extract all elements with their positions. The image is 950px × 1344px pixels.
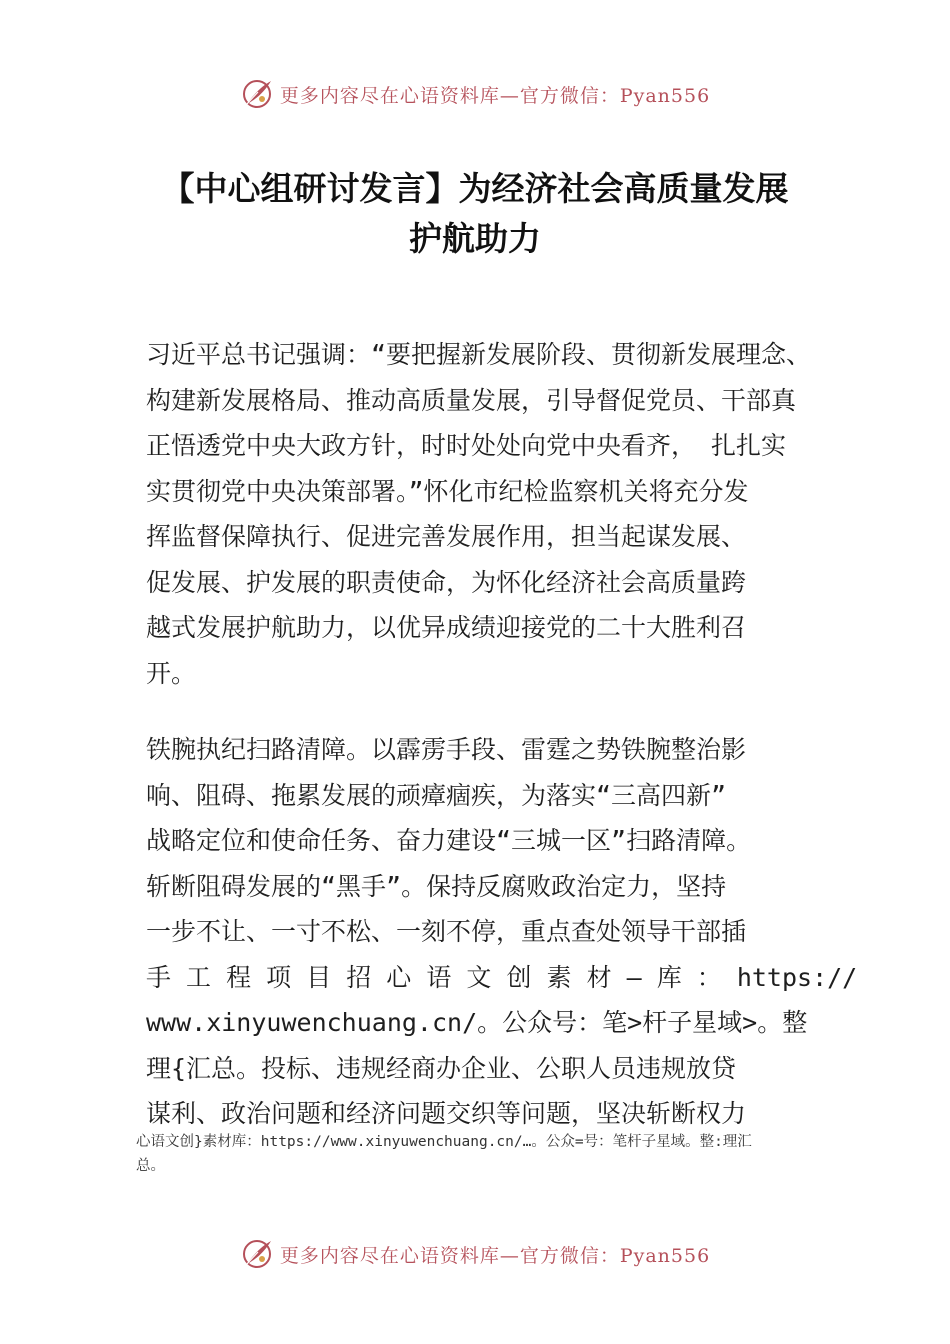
footer-banner-text: 更多内容尽在心语资料库—官方微信：Pyan556 [279, 1244, 711, 1267]
header-banner [0, 72, 950, 116]
paragraph-line: 战略定位和使命任务、奋力建设“三城一区”扫路清障。 [146, 826, 752, 855]
paragraph-line: 促发展、护发展的职责使命，为怀化经济社会高质量跨 [146, 567, 747, 597]
paragraph-line: 手 工 程 项 目 招 心 语 文 创 素 材 — 库 ： https:// [146, 962, 858, 992]
paragraph-line: 谋利、政治问题和经济问题交织等问题，坚决斩断权力 [146, 1099, 747, 1128]
feather-quill-logo-icon [240, 77, 274, 111]
title-line-1: 【中心组研讨发言】为经济社会高质量发展 [161, 169, 789, 208]
paragraph-line: 响、阻碍、拖累发展的顽瘴痼疾，为落实“三高四新” [146, 780, 727, 810]
paragraph-discipline [146, 727, 858, 1137]
document-title [80, 164, 870, 264]
footnote-line-2: 总。 [136, 1158, 165, 1174]
paragraph-line: 越式发展护航助力，以优异成绩迎接党的二十大胜利召 [146, 613, 747, 642]
paragraph-line: www.xinyuwenchuang.cn/。公众号：笔>杆子星域>。整 [146, 1008, 808, 1037]
paragraph-line: 理{汇总。投标、违规经商办企业、公职人员违规放贷 [146, 1053, 737, 1083]
header-banner-text: 更多内容尽在心语资料库—官方微信：Pyan556 [279, 84, 711, 107]
paragraph-line: 一步不让、一寸不松、一刻不停，重点查处领导干部插 [146, 917, 747, 946]
paragraph-line: 斩断阻碍发展的“黑手”。保持反腐败政治定力，坚持 [146, 871, 727, 901]
paragraph-line: 构建新发展格局、推动高质量发展，引导督促党员、干部真 [146, 385, 797, 415]
paragraph-line: 开。 [146, 658, 197, 688]
paragraph-line: 习近平总书记强调：“要把握新发展阶段、贯彻新发展理念、 [146, 340, 812, 369]
paragraph-intro [146, 332, 826, 696]
paragraph-line: 正悟透党中央大政方针，时时处处向党中央看齐， 扎扎实 [146, 431, 787, 460]
feather-quill-logo-icon [240, 1237, 274, 1271]
paragraph-line: 挥监督保障执行、促进完善发展作用，担当起谋发展、 [146, 522, 747, 551]
paragraph-line: 铁腕执纪扫路清障。以霹雳手段、雷霆之势铁腕整治影 [146, 735, 747, 764]
title-line-2: 护航助力 [409, 219, 541, 258]
footer-banner [0, 1232, 950, 1276]
footnote-line-1: 心语文创}素材库：https://www.xinyuwenchuang.cn/…。公众=号：笔杆子星域。整:理汇 [136, 1134, 752, 1150]
page-footnote [136, 1130, 836, 1178]
paragraph-line: 实贯彻党中央决策部署。”怀化市纪检监察机关将充分发 [146, 476, 749, 506]
